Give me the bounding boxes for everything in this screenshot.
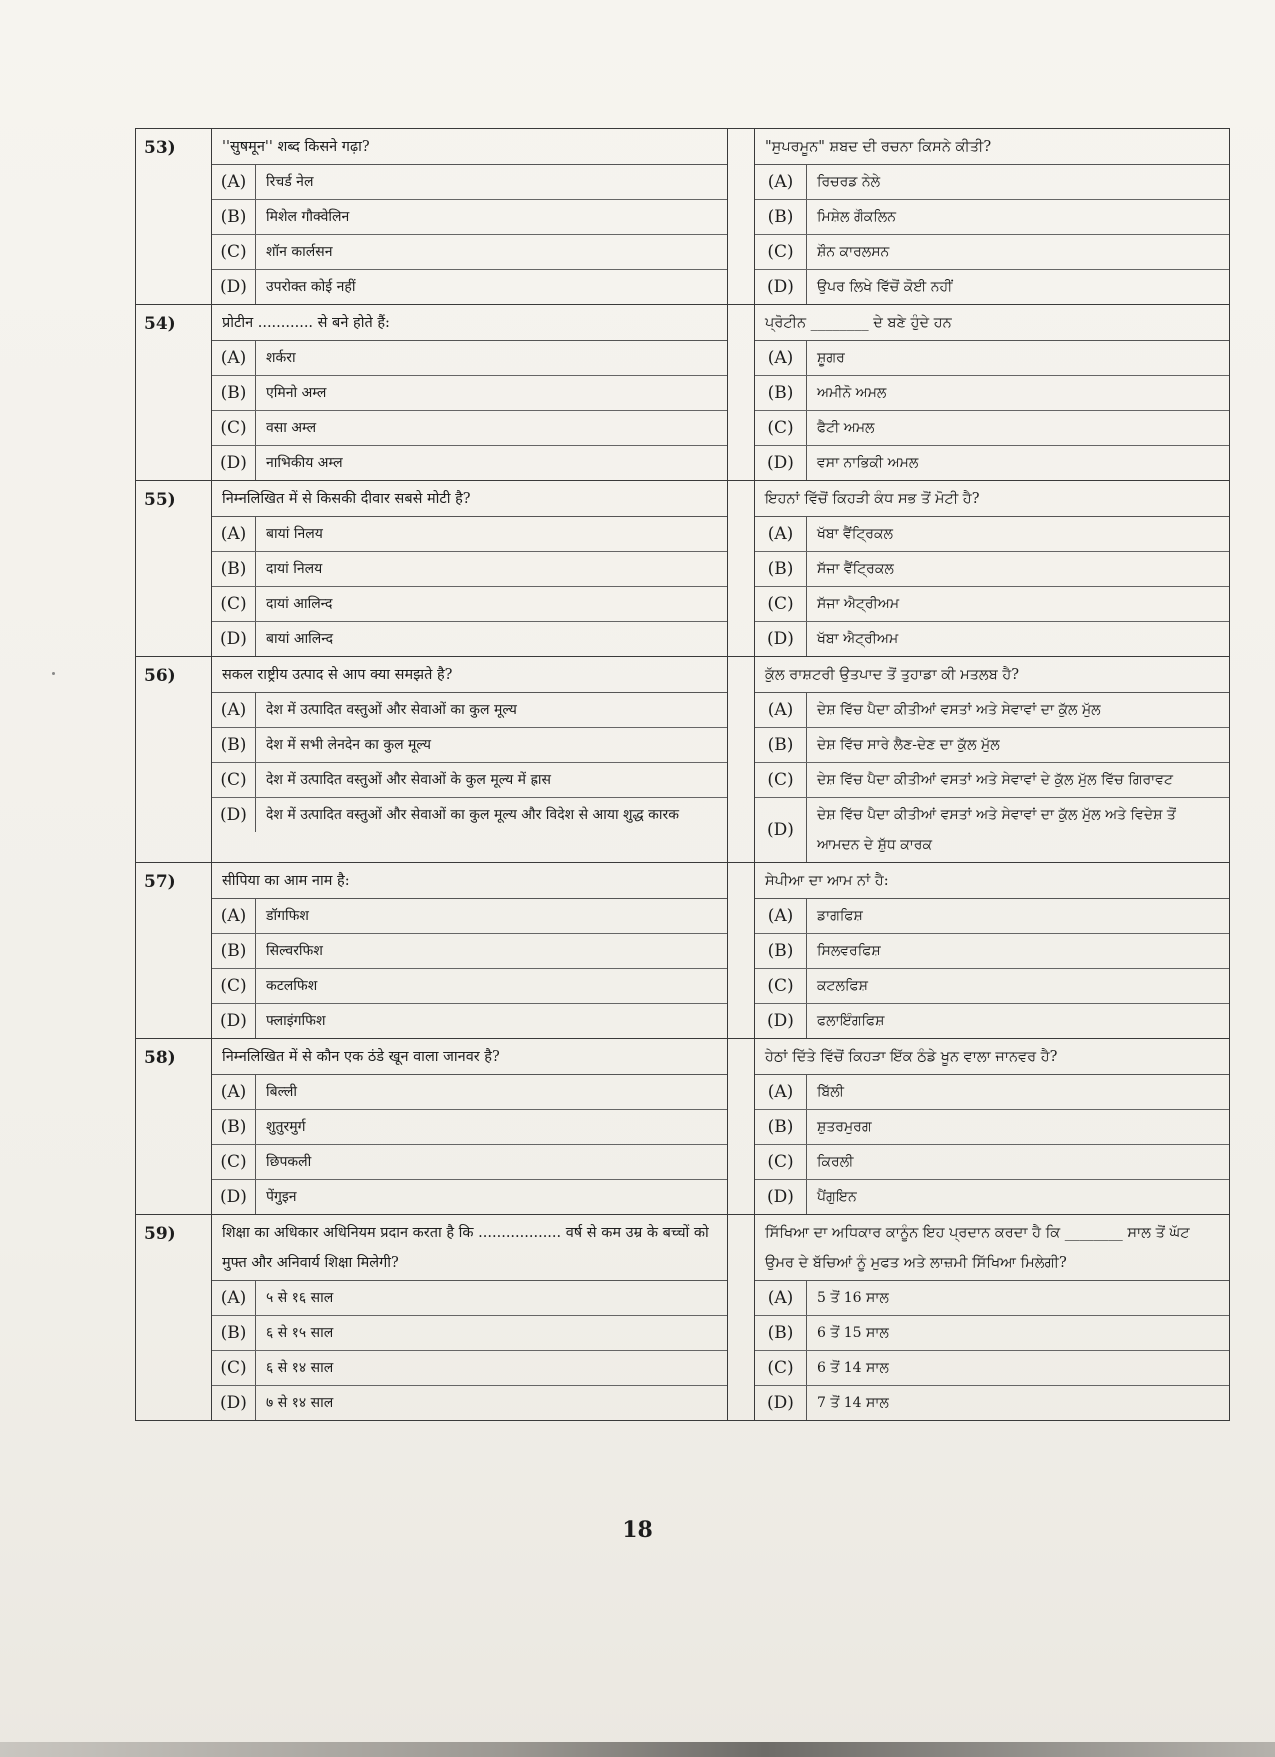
option-label: (A)	[755, 1281, 807, 1315]
answer-option	[755, 763, 1229, 798]
column-gap	[728, 657, 755, 862]
option-text: ਪੈਂਗੁਇਨ	[817, 1189, 857, 1205]
column-gap	[728, 1039, 755, 1214]
answer-option	[755, 1281, 1229, 1316]
option-label: (B)	[755, 552, 807, 586]
option-label: (A)	[212, 165, 256, 199]
answer-option	[755, 934, 1229, 969]
answer-option	[755, 552, 1229, 587]
option-label: (C)	[755, 1145, 807, 1179]
option-text: ਦੇਸ਼ ਵਿੱਚ ਪੈਦਾ ਕੀਤੀਆਂ ਵਸਤਾਂ ਅਤੇ ਸੇਵਾਵਾਂ ਦੇ ਕੁੱਲ ਮੁੱਲ ਵਿੱਚ ਗਿਰਾਵਟ	[817, 772, 1173, 788]
option-text: शॉन कार्लसन	[266, 244, 333, 260]
option-label: (D)	[212, 446, 256, 480]
answer-option	[212, 270, 727, 304]
punjabi-question-block	[755, 129, 1230, 304]
answer-option	[755, 587, 1229, 622]
question-stem: ਹੇਠਾਂ ਦਿੱਤੇ ਵਿੱਚੋਂ ਕਿਹੜਾ ਇੱਕ ਠੰਡੇ ਖੂਨ ਵਾਲਾ ਜਾਨਵਰ ਹੈ?	[755, 1039, 1229, 1075]
option-text: ७ से १४ साल	[266, 1395, 334, 1411]
answer-option	[755, 341, 1229, 376]
option-label: (B)	[755, 1110, 807, 1144]
column-gap	[728, 1215, 755, 1420]
hindi-question-block	[212, 129, 728, 304]
option-label: (C)	[212, 235, 256, 269]
option-label: (D)	[212, 1180, 256, 1214]
option-text: 6 ਤੋਂ 14 ਸਾਲ	[817, 1360, 889, 1376]
option-text: ਕਿਰਲੀ	[817, 1154, 854, 1170]
option-label: (B)	[212, 934, 256, 968]
question-number: 53)	[135, 129, 212, 304]
option-label: (B)	[755, 934, 807, 968]
punjabi-question-block	[755, 305, 1230, 480]
option-text: शुतुरमुर्ग	[266, 1119, 306, 1135]
answer-option	[212, 587, 727, 622]
option-text: ਮਿਸ਼ੇਲ ਗੌਕਲਿਨ	[817, 209, 896, 225]
option-label: (A)	[755, 1075, 807, 1109]
hindi-question-block	[212, 305, 728, 480]
answer-option	[755, 1110, 1229, 1145]
option-label: (A)	[755, 693, 807, 727]
option-label: (A)	[212, 693, 256, 727]
option-text: दायां आलिन्द	[266, 596, 333, 612]
column-gap	[728, 305, 755, 480]
option-label: (A)	[212, 1281, 256, 1315]
option-label: (D)	[212, 622, 256, 656]
punjabi-question-block	[755, 863, 1230, 1038]
option-label: (B)	[755, 1316, 807, 1350]
option-text: ਕਟਲਫਿਸ਼	[817, 978, 868, 994]
answer-option	[212, 376, 727, 411]
column-gap	[728, 129, 755, 304]
answer-option	[212, 235, 727, 270]
scan-edge-bar	[0, 1742, 1275, 1757]
option-text: ਸੱਜਾ ਐਟ੍ਰੀਅਮ	[817, 596, 900, 612]
answer-option	[212, 899, 727, 934]
question-number: 59)	[135, 1215, 212, 1420]
answer-option	[212, 1004, 727, 1038]
option-label: (D)	[212, 270, 256, 304]
column-gap	[728, 863, 755, 1038]
question-number: 57)	[135, 863, 212, 1038]
option-text: ਦੇਸ਼ ਵਿੱਚ ਪੈਦਾ ਕੀਤੀਆਂ ਵਸਤਾਂ ਅਤੇ ਸੇਵਾਵਾਂ ਦਾ ਕੁੱਲ ਮੁੱਲ ਅਤੇ ਵਿਦੇਸ਼ ਤੋਂ ਆਮਦਨ ਦੇ ਸ਼ੁੱਧ ਕਾਰਕ	[817, 807, 1176, 853]
punjabi-question-block	[755, 481, 1230, 656]
punjabi-question-block	[755, 1039, 1230, 1214]
question-stem: ਸੇਪੀਆ ਦਾ ਆਮ ਨਾਂ ਹੈ:	[755, 863, 1229, 899]
option-label: (C)	[212, 1351, 256, 1385]
option-text: ਸੱਜਾ ਵੈਂਟ੍ਰਿਕਲ	[817, 561, 894, 577]
option-label: (A)	[212, 341, 256, 375]
answer-option	[755, 1004, 1229, 1038]
question-number: 56)	[135, 657, 212, 862]
option-label: (C)	[212, 1145, 256, 1179]
option-text: ਸ਼ੂਗਰ	[817, 350, 845, 366]
option-label: (C)	[755, 411, 807, 445]
option-label: (B)	[212, 1110, 256, 1144]
option-text: ਵਸਾ ਨਾਭਿਕੀ ਅਮਲ	[817, 455, 919, 471]
option-label: (D)	[755, 798, 807, 862]
option-label: (A)	[755, 899, 807, 933]
option-label: (B)	[212, 728, 256, 762]
option-text: ਸਿਲਵਰਫਿਸ਼	[817, 943, 881, 959]
option-label: (A)	[212, 517, 256, 551]
answer-option	[212, 411, 727, 446]
option-label: (B)	[755, 376, 807, 410]
hindi-question-block	[212, 863, 728, 1038]
question-stem: शिक्षा का अधिकार अधिनियम प्रदान करता है कि .................. वर्ष से कम उम्र के बच्चों को मुफ्त और अनिवार्य शिक्षा मिलेगी?	[212, 1215, 727, 1281]
option-text: ६ से १४ साल	[266, 1360, 334, 1376]
column-gap	[728, 481, 755, 656]
option-text: ਰਿਚਰਡ ਨੇਲੇ	[817, 174, 881, 190]
option-label: (C)	[755, 1351, 807, 1385]
answer-option	[212, 728, 727, 763]
option-text: शर्करा	[266, 350, 296, 366]
option-label: (D)	[212, 1004, 256, 1038]
option-text: 7 ਤੋਂ 14 ਸਾਲ	[817, 1395, 889, 1411]
option-text: दायां निलय	[266, 561, 323, 577]
answer-option	[755, 899, 1229, 934]
answer-option	[212, 552, 727, 587]
answer-option	[755, 517, 1229, 552]
option-text: बायां निलय	[266, 526, 323, 542]
option-label: (A)	[755, 165, 807, 199]
punjabi-question-block	[755, 1215, 1230, 1420]
option-text: बिल्ली	[266, 1084, 298, 1100]
question-stem: ਸਿੱਖਿਆ ਦਾ ਅਧਿਕਾਰ ਕਾਨੂੰਨ ਇਹ ਪ੍ਰਦਾਨ ਕਰਦਾ ਹੈ ਕਿ ________ ਸਾਲ ਤੋਂ ਘੱਟ ਉਮਰ ਦੇ ਬੱਚਿਆਂ ਨੂੰ ਮੁਫਤ ਅਤੇ ਲਾਜ਼ਮੀ ਸਿੱਖਿਆ ਮਿਲੇਗੀ?	[755, 1215, 1229, 1281]
option-text: बायां आलिन्द	[266, 631, 334, 647]
option-text: ਸ਼ੁਤਰਮੁਰਗ	[817, 1119, 872, 1135]
question-stem: ਇਹਨਾਂ ਵਿੱਚੋਂ ਕਿਹੜੀ ਕੰਧ ਸਭ ਤੋਂ ਮੋਟੀ ਹੈ?	[755, 481, 1229, 517]
option-text: 5 ਤੋਂ 16 ਸਾਲ	[817, 1290, 889, 1306]
option-text: ਬਿੱਲੀ	[817, 1084, 844, 1100]
answer-option	[212, 1075, 727, 1110]
option-label: (C)	[755, 235, 807, 269]
option-label: (C)	[212, 411, 256, 445]
answer-option	[755, 1145, 1229, 1180]
answer-option	[755, 446, 1229, 480]
option-label: (D)	[755, 270, 807, 304]
answer-option	[212, 517, 727, 552]
option-text: एमिनो अम्ल	[266, 385, 327, 401]
question-stem: ਪ੍ਰੋਟੀਨ ________ ਦੇ ਬਣੇ ਹੁੰਦੇ ਹਨ	[755, 305, 1229, 341]
answer-option	[212, 1351, 727, 1386]
answer-option	[212, 1180, 727, 1214]
answer-option	[212, 622, 727, 656]
answer-option	[212, 1145, 727, 1180]
answer-option	[755, 165, 1229, 200]
option-label: (B)	[212, 376, 256, 410]
option-text: 6 ਤੋਂ 15 ਸਾਲ	[817, 1325, 889, 1341]
option-label: (D)	[755, 1004, 807, 1038]
option-label: (A)	[212, 899, 256, 933]
answer-option	[755, 1075, 1229, 1110]
option-text: मिशेल गौक्वेलिन	[266, 209, 350, 225]
hindi-question-block	[212, 657, 728, 862]
question-stem: सकल राष्ट्रीय उत्पाद से आप क्या समझते है?	[212, 657, 727, 693]
option-text: देश में उत्पादित वस्तुओं और सेवाओं का कुल मूल्य और विदेश से आया शुद्ध कारक	[266, 807, 680, 823]
answer-option	[212, 165, 727, 200]
option-label: (B)	[755, 728, 807, 762]
option-label: (C)	[755, 587, 807, 621]
option-label: (D)	[212, 798, 256, 832]
answer-option	[755, 1351, 1229, 1386]
answer-option	[755, 411, 1229, 446]
option-text: फ्लाइंगफिश	[266, 1013, 326, 1029]
answer-option	[755, 1386, 1229, 1420]
answer-option	[212, 969, 727, 1004]
question-number: 58)	[135, 1039, 212, 1214]
option-text: छिपकली	[266, 1154, 312, 1170]
answer-option	[755, 693, 1229, 728]
answer-option	[755, 200, 1229, 235]
answer-option	[212, 934, 727, 969]
question-stem: ਕੁੱਲ ਰਾਸ਼ਟਰੀ ਉਤਪਾਦ ਤੋਂ ਤੁਹਾਡਾ ਕੀ ਮਤਲਬ ਹੈ?	[755, 657, 1229, 693]
option-text: देश में सभी लेनदेन का कुल मूल्य	[266, 737, 431, 753]
answer-option	[212, 1110, 727, 1145]
option-label: (C)	[212, 587, 256, 621]
option-label: (B)	[212, 1316, 256, 1350]
option-text: कटलफिश	[266, 978, 318, 994]
answer-option	[755, 728, 1229, 763]
question-stem: प्रोटीन ............ से बने होते हैं:	[212, 305, 727, 341]
option-text: ਦੇਸ਼ ਵਿੱਚ ਪੈਦਾ ਕੀਤੀਆਂ ਵਸਤਾਂ ਅਤੇ ਸੇਵਾਵਾਂ ਦਾ ਕੁੱਲ ਮੁੱਲ	[817, 702, 1101, 718]
option-label: (B)	[212, 552, 256, 586]
option-text: पेंगुइन	[266, 1189, 297, 1205]
option-label: (C)	[212, 969, 256, 1003]
option-text: ਖੱਬਾ ਐਟ੍ਰੀਅਮ	[817, 631, 899, 647]
option-text: ਉਪਰ ਲਿਖੇ ਵਿੱਚੋਂ ਕੋਈ ਨਹੀਂ	[817, 279, 953, 295]
option-label: (A)	[755, 341, 807, 375]
option-text: नाभिकीय अम्ल	[266, 455, 343, 471]
answer-option	[755, 376, 1229, 411]
question-stem: निम्नलिखित में से कौन एक ठंडे खून वाला जानवर है?	[212, 1039, 727, 1075]
option-text: ਡਾਗਫਿਸ਼	[817, 908, 863, 924]
option-label: (C)	[212, 763, 256, 797]
answer-option	[755, 798, 1229, 862]
option-text: रिचर्ड नेल	[266, 174, 314, 190]
answer-option	[212, 200, 727, 235]
option-text: ५ से १६ साल	[266, 1290, 334, 1306]
answer-option	[755, 235, 1229, 270]
hindi-question-block	[212, 1039, 728, 1214]
answer-option	[212, 693, 727, 728]
option-text: डॉगफिश	[266, 908, 309, 924]
option-text: ਫਲਾਇੰਗਫਿਸ਼	[817, 1013, 885, 1029]
question-stem: ''सुषमून'' शब्द किसने गढ़ा?	[212, 129, 727, 165]
answer-option	[212, 341, 727, 376]
option-text: उपरोक्त कोई नहीं	[266, 279, 356, 295]
option-text: ਸ਼ੌਨ ਕਾਰਲਸਨ	[817, 244, 890, 260]
option-label: (A)	[755, 517, 807, 551]
option-label: (D)	[755, 1180, 807, 1214]
page-number: 18	[622, 1517, 653, 1543]
question-stem: सीपिया का आम नाम है:	[212, 863, 727, 899]
option-text: देश में उत्पादित वस्तुओं और सेवाओं का कुल मूल्य	[266, 702, 517, 718]
question-table	[135, 128, 1230, 1421]
question-stem: निम्नलिखित में से किसकी दीवार सबसे मोटी है?	[212, 481, 727, 517]
hindi-question-block	[212, 1215, 728, 1420]
answer-option	[755, 1180, 1229, 1214]
option-text: सिल्वरफिश	[266, 943, 323, 959]
option-label: (D)	[755, 446, 807, 480]
answer-option	[212, 1386, 727, 1420]
option-text: देश में उत्पादित वस्तुओं और सेवाओं के कुल मूल्य में ह्रास	[266, 772, 552, 788]
answer-option	[212, 798, 727, 832]
answer-option	[212, 1316, 727, 1351]
option-text: ਖੱਬਾ ਵੈਂਟ੍ਰਿਕਲ	[817, 526, 894, 542]
question-number: 55)	[135, 481, 212, 656]
answer-option	[755, 969, 1229, 1004]
option-label: (D)	[755, 1386, 807, 1420]
scan-speck	[52, 672, 55, 675]
question-number: 54)	[135, 305, 212, 480]
option-label: (C)	[755, 763, 807, 797]
answer-option	[212, 1281, 727, 1316]
option-text: ਫੈਟੀ ਅਮਲ	[817, 420, 875, 436]
option-text: ਦੇਸ਼ ਵਿੱਚ ਸਾਰੇ ਲੈਣ-ਦੇਣ ਦਾ ਕੁੱਲ ਮੁੱਲ	[817, 737, 1000, 753]
answer-option	[212, 446, 727, 480]
answer-option	[755, 1316, 1229, 1351]
option-label: (B)	[755, 200, 807, 234]
answer-option	[755, 270, 1229, 304]
punjabi-question-block	[755, 657, 1230, 862]
option-label: (B)	[212, 200, 256, 234]
answer-option	[755, 622, 1229, 656]
option-text: ਅਮੀਨੋ ਅਮਲ	[817, 385, 887, 401]
option-text: ६ से १५ साल	[266, 1325, 334, 1341]
option-label: (D)	[755, 622, 807, 656]
option-label: (D)	[212, 1386, 256, 1420]
question-stem: "ਸੁਪਰਮੂਨ" ਸ਼ਬਦ ਦੀ ਰਚਨਾ ਕਿਸਨੇ ਕੀਤੀ?	[755, 129, 1229, 165]
option-label: (C)	[755, 969, 807, 1003]
hindi-question-block	[212, 481, 728, 656]
option-text: वसा अम्ल	[266, 420, 317, 436]
answer-option	[212, 763, 727, 798]
option-label: (A)	[212, 1075, 256, 1109]
